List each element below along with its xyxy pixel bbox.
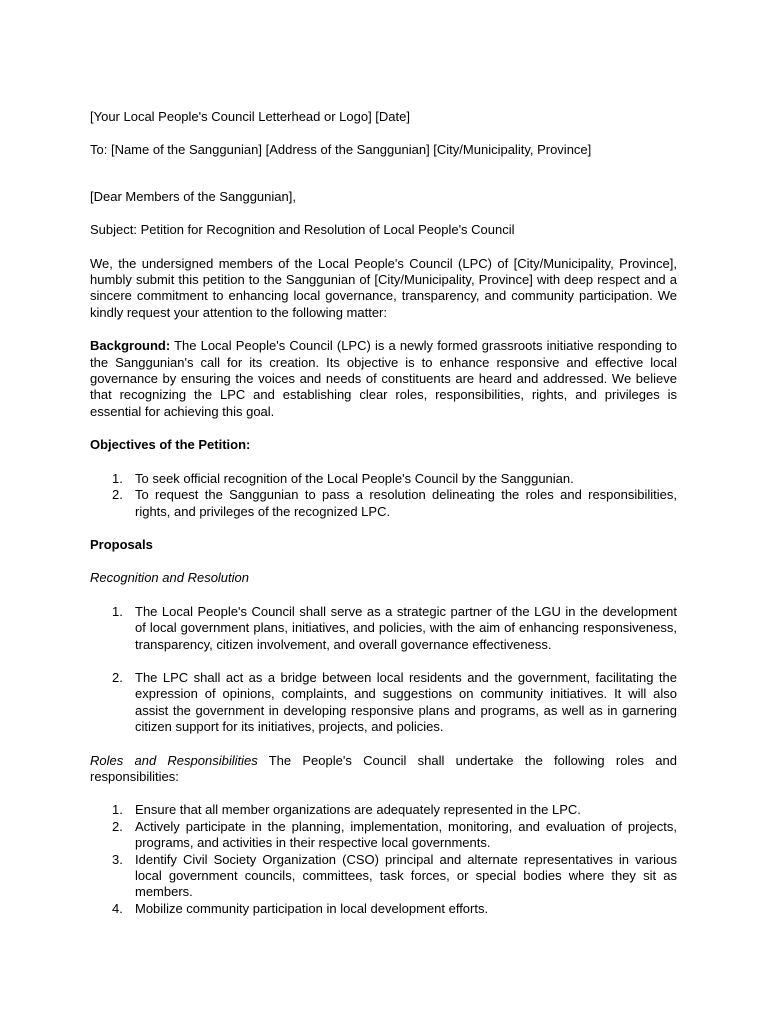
roles-text: The People's Council shall undertake the following roles and responsibilities: xyxy=(90,752,677,784)
objective-item xyxy=(90,487,677,520)
roles-item xyxy=(90,819,677,852)
background-label: Background: xyxy=(90,338,171,354)
recognition-heading: Recognition and Resolution xyxy=(90,570,249,586)
intro-paragraph: We, the undersigned members of the Local People's Council (LPC) of [City/Municipality, Province], humbly submit this petition to the Sanggunian of [City/Municipality, Province] with deep respect and a sincere commitment to enhancing local governance, transparency, and community participation. We kindly request your attention to the following matter: xyxy=(90,255,677,320)
letterhead-line: [Your Local People's Council Letterhead or Logo] [Date] xyxy=(90,109,410,124)
list-number: 4. xyxy=(112,900,123,916)
list-number: 2. xyxy=(112,487,123,503)
roles-item-text: Mobilize community participation in local development efforts. xyxy=(135,900,489,916)
roles-item xyxy=(90,852,677,901)
background-text: The Local People's Council (LPC) is a newly formed grassroots initiative responding to the Sanggunian's call for its creation. Its objective is to enhance responsive and effective local governance by ensuring the voices and needs of constituents are heard and addressed. We believe that recognizing the LPC and establishing clear roles, responsibilities, rights, and privileges is essential for achieving this goal. xyxy=(90,338,677,419)
roles-paragraph xyxy=(90,753,677,786)
document-body xyxy=(90,109,677,917)
recognition-item xyxy=(90,604,677,653)
roles-label: Roles and Responsibilities xyxy=(90,752,258,768)
roles-item-text: Ensure that all member organizations are adequately represented in the LPC. xyxy=(135,802,581,818)
proposals-heading: Proposals xyxy=(90,536,153,552)
objectives-heading: Objectives of the Petition: xyxy=(90,437,251,453)
roles-item xyxy=(90,802,677,818)
list-number: 1. xyxy=(112,603,123,619)
recognition-text: The Local People's Council shall serve as a strategic partner of the LGU in the development of local government plans, initiatives, and policies, with the aim of enhancing responsiveness, transparency, citizen involvement, and overall governance effectiveness. xyxy=(135,603,677,652)
list-number: 1. xyxy=(112,802,123,818)
recognition-item xyxy=(90,670,677,736)
recognition-text: The LPC shall act as a bridge between local residents and the government, facilitating the expression of opinions, complaints, and suggestions on community initiatives. It will also assist the government in developing responsive plans and programs, as well as in garnering citizen support for its initiatives, projects, and policies. xyxy=(135,669,677,735)
salutation: [Dear Members of the Sanggunian], xyxy=(90,188,296,204)
objective-text: To request the Sanggunian to pass a resolution delineating the roles and responsibilities, rights, and privileges of the recognized LPC. xyxy=(135,487,677,519)
recipient-line: To: [Name of the Sanggunian] [Address of the Sanggunian] [City/Municipality, Province] xyxy=(90,142,592,158)
list-number: 1. xyxy=(112,470,123,486)
roles-list xyxy=(90,802,677,917)
list-number: 3. xyxy=(112,851,123,867)
objectives-list xyxy=(90,471,677,520)
objective-text: To seek official recognition of the Local People's Council by the Sanggunian. xyxy=(135,470,574,486)
recognition-list xyxy=(90,604,677,736)
roles-item-text: Actively participate in the planning, implementation, monitoring, and evaluation of projects, programs, and activities in their respective local governments. xyxy=(135,818,677,851)
list-number: 2. xyxy=(112,669,123,685)
list-number: 2. xyxy=(112,818,123,834)
objective-item xyxy=(90,471,677,487)
subject-line: Subject: Petition for Recognition and Resolution of Local People's Council xyxy=(90,222,515,238)
roles-item xyxy=(90,901,677,917)
roles-item-text: Identify Civil Society Organization (CSO) principal and alternate representatives in various local government councils, committees, task forces, or special bodies where they sit as members. xyxy=(135,851,677,900)
background-paragraph xyxy=(90,338,677,420)
